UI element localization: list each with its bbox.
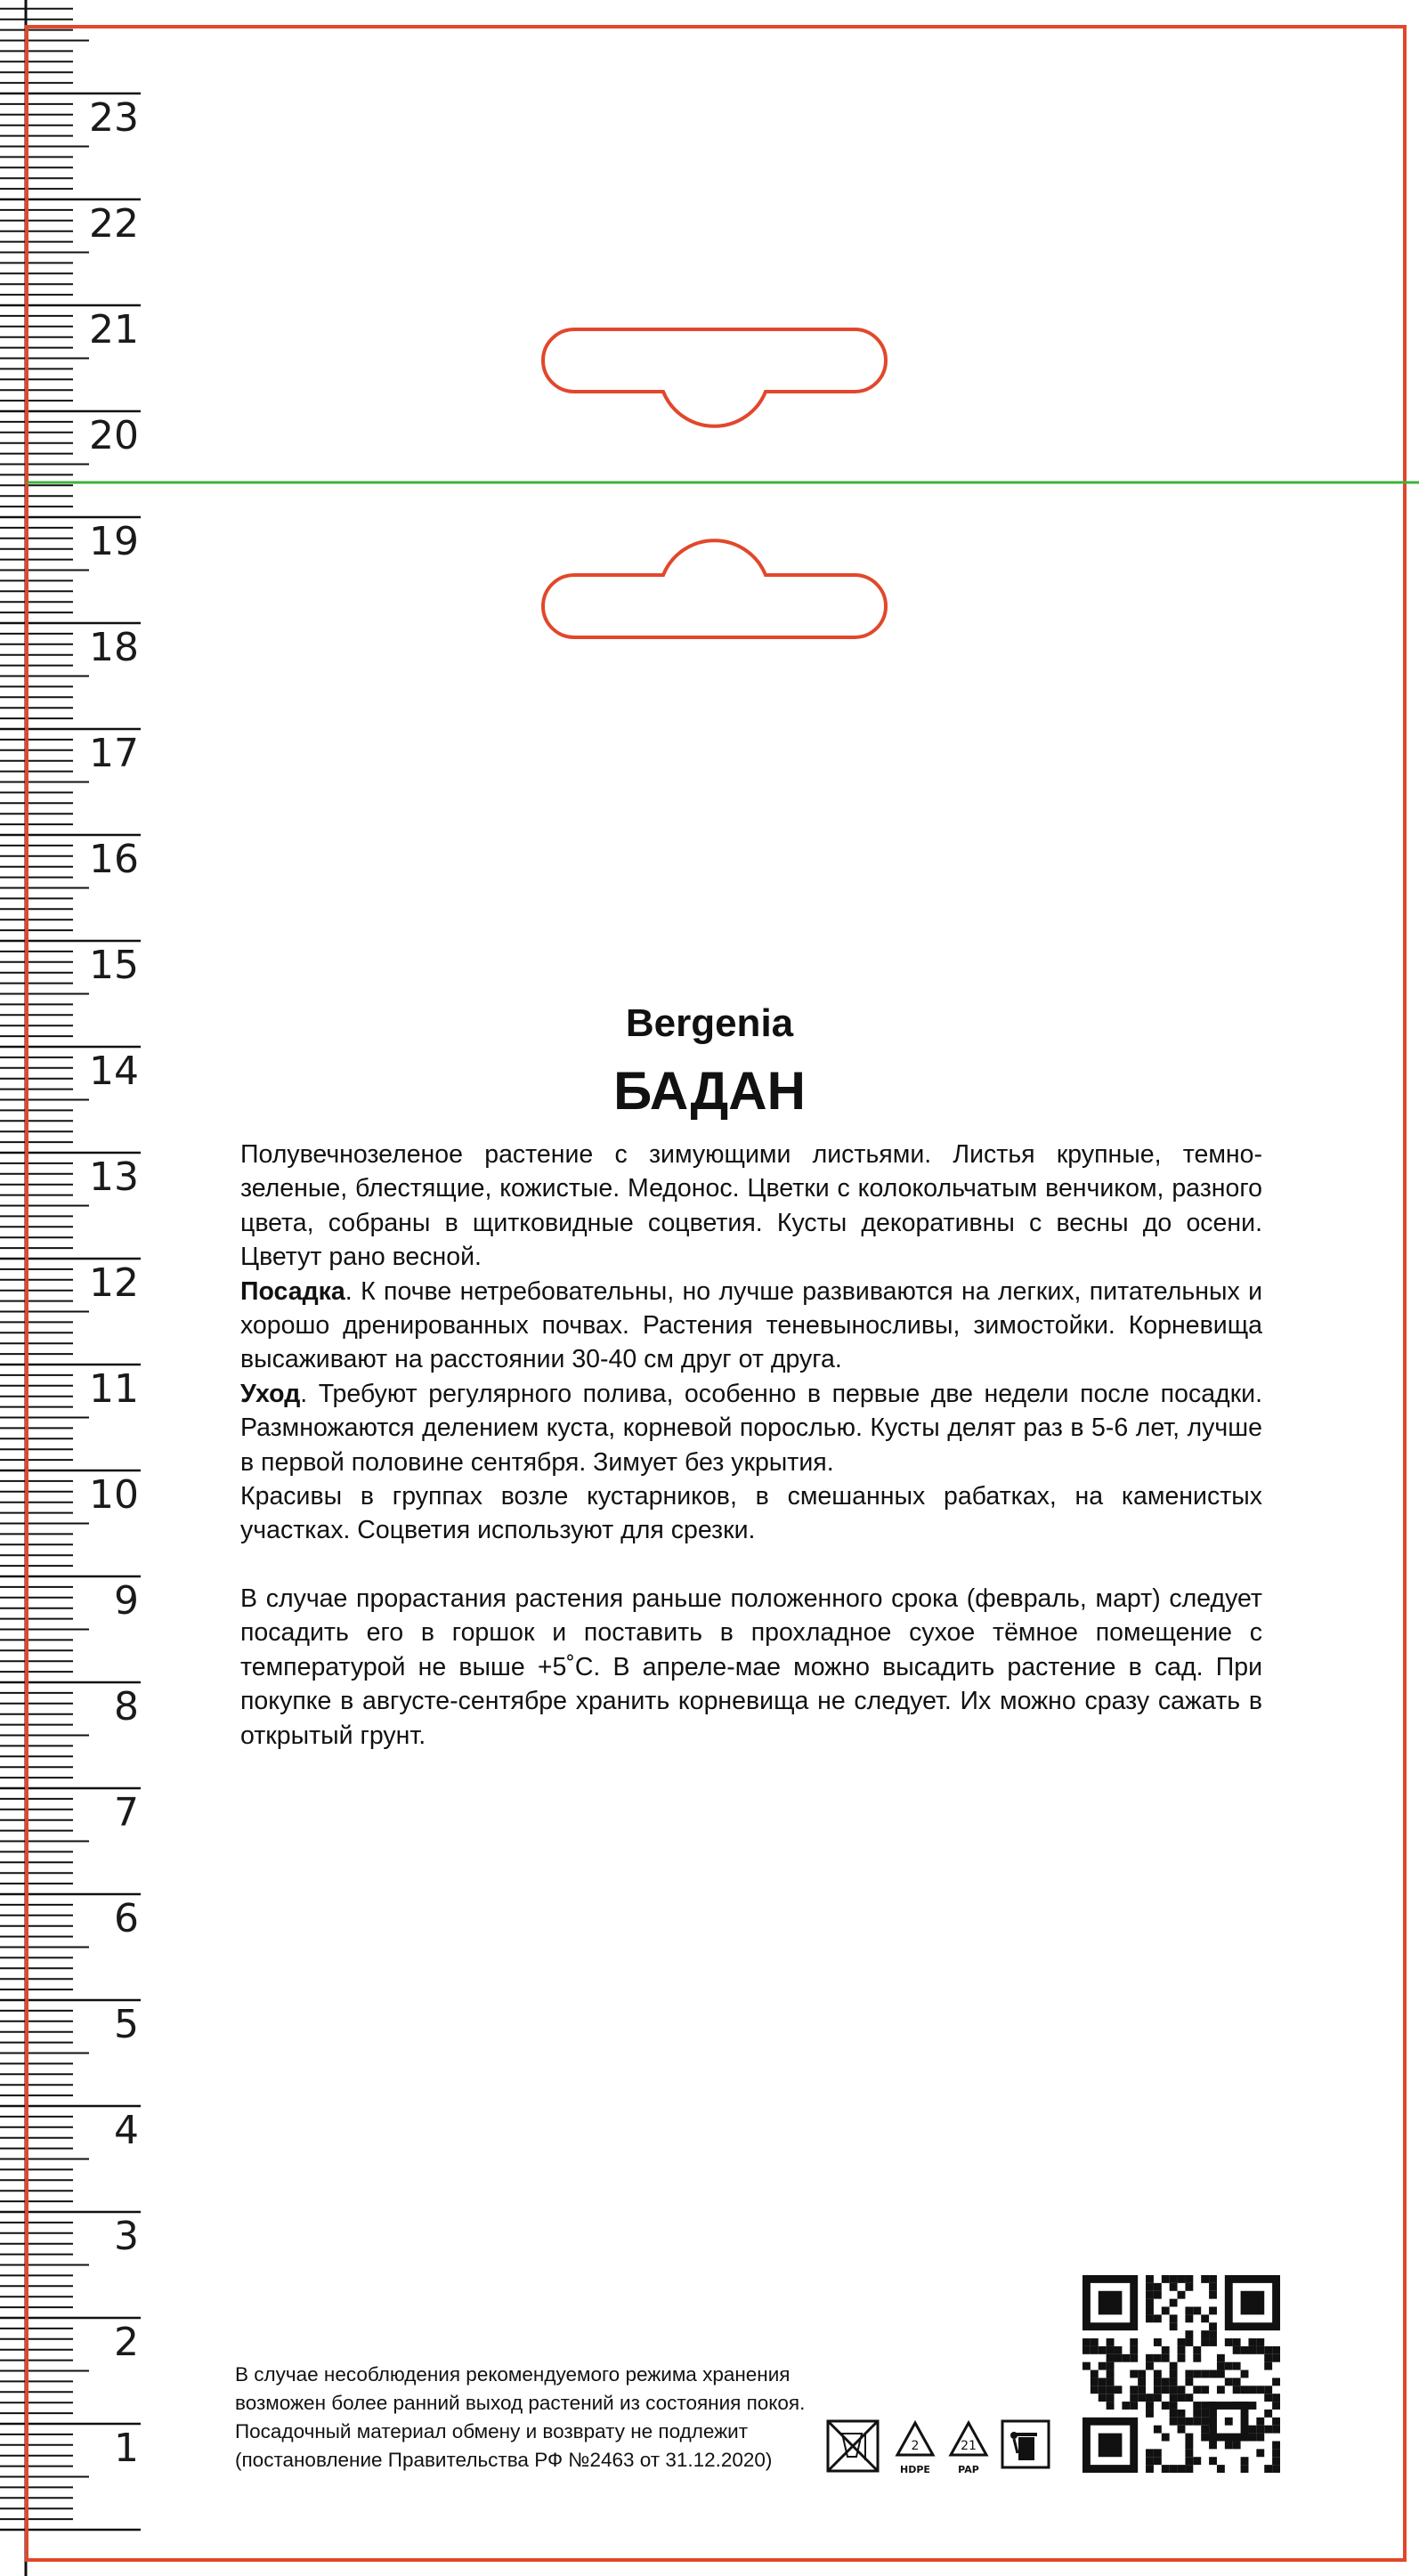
- ruler-number: 10: [89, 1472, 139, 1518]
- footer-note: [235, 2361, 858, 2475]
- ruler-number: 8: [114, 1684, 139, 1729]
- use-paragraph: Красивы в группах возле кустарников, в смешанных рабатках, на каменистых участках. Соцветия используют для срезки.: [240, 1482, 1262, 1545]
- ruler-number: 2: [114, 2320, 139, 2365]
- ruler-number: 11: [89, 1366, 139, 1412]
- planting-paragraph: [240, 1275, 1262, 1377]
- ruler-number: 14: [89, 1049, 139, 1094]
- care-label: Уход: [240, 1379, 301, 1408]
- ruler-number: 7: [114, 1790, 139, 1835]
- care-paragraph: [240, 1377, 1262, 1479]
- ruler-number: 5: [114, 2002, 139, 2047]
- recycle-label: PAP: [958, 2464, 979, 2475]
- intro-paragraph: Полувечнозеленое растение с зимующими листьями. Листья крупные, темно-зеленые, блестящие, кожистые. Медонос. Цветки с колокольчатым венчиком, разного цвета, собраны в щитковидные соцветия. Кусты декоративны с весны до осени. Цветут рано весной.: [240, 1140, 1262, 1272]
- recycle-pap-icon: [951, 2423, 986, 2475]
- hang-hole-top: [543, 329, 886, 426]
- footer-line: Посадочный материал обмену и возврату не подлежит: [235, 2420, 749, 2442]
- not-food-glass-fork-icon: [828, 2421, 878, 2471]
- ruler-number: 13: [89, 1154, 139, 1200]
- ruler-number: 21: [89, 307, 139, 352]
- footer-line: возможен более ранний выход растений из состояния покоя.: [235, 2392, 806, 2414]
- packaging-symbols: [826, 2418, 1054, 2480]
- recycle-label: HDPE: [900, 2464, 930, 2475]
- ruler-number: 12: [89, 1260, 139, 1306]
- recycle-code: 21: [961, 2439, 977, 2453]
- footer-line: В случае несоблюдения рекомендуемого режима хранения: [235, 2363, 791, 2386]
- ruler-number: 19: [89, 519, 139, 564]
- ruler-number: 4: [114, 2108, 139, 2153]
- ruler-number: 15: [89, 943, 139, 988]
- recycle-hdpe-icon: [897, 2423, 933, 2475]
- care-text: . Требуют регулярного полива, особенно в первые две недели после посадки. Размножаются делением куста, корневой порослью. Кусты делят раз в 5-6 лет, лучше в первой половине сентября. Зимует без укрытия.: [240, 1379, 1262, 1477]
- ruler-number: 6: [114, 1896, 139, 1941]
- latin-name: Bergenia: [625, 1001, 794, 1045]
- ruler-number: 18: [89, 625, 139, 670]
- ruler-number: 17: [89, 731, 139, 776]
- hang-hole-bottom: [543, 540, 886, 637]
- ruler-number: 1: [114, 2426, 139, 2471]
- ruler-number: 3: [114, 2214, 139, 2259]
- ruler-number: 23: [89, 95, 139, 141]
- footer-line: (постановление Правительства РФ №2463 от 31.12.2020): [235, 2449, 773, 2471]
- qr-code-icon: [1082, 2275, 1280, 2473]
- ruler-number: 22: [89, 201, 139, 247]
- ruler-number: 20: [89, 413, 139, 458]
- recycle-code: 2: [911, 2439, 920, 2453]
- product-name: БАДАН: [613, 1061, 806, 1121]
- description: [240, 1138, 1262, 1753]
- storage-paragraph: В случае прорастания растения раньше положенного срока (февраль, март) следует посадить его в горшок и поставить в прохладное сухое тёмное помещение с температурой не выше +5˚С. В апреле-мае можно высадить растение в сад. При покупке в августе-сентябре хранить корневища не следует. Их можно сразу сажать в открытый грунт.: [240, 1584, 1262, 1750]
- ruler-number: 16: [89, 837, 139, 882]
- planting-text: . К почве нетребовательны, но лучше развиваются на легких, питательных и хорошо дренированных почвах. Растения теневыносливы, зимостойки. Корневища высаживают на расстоянии 30-40 см друг от друга.: [240, 1276, 1262, 1374]
- trash-bin-icon: [1002, 2421, 1049, 2467]
- planting-label: Посадка: [240, 1276, 345, 1306]
- ruler-number: 9: [114, 1578, 139, 1624]
